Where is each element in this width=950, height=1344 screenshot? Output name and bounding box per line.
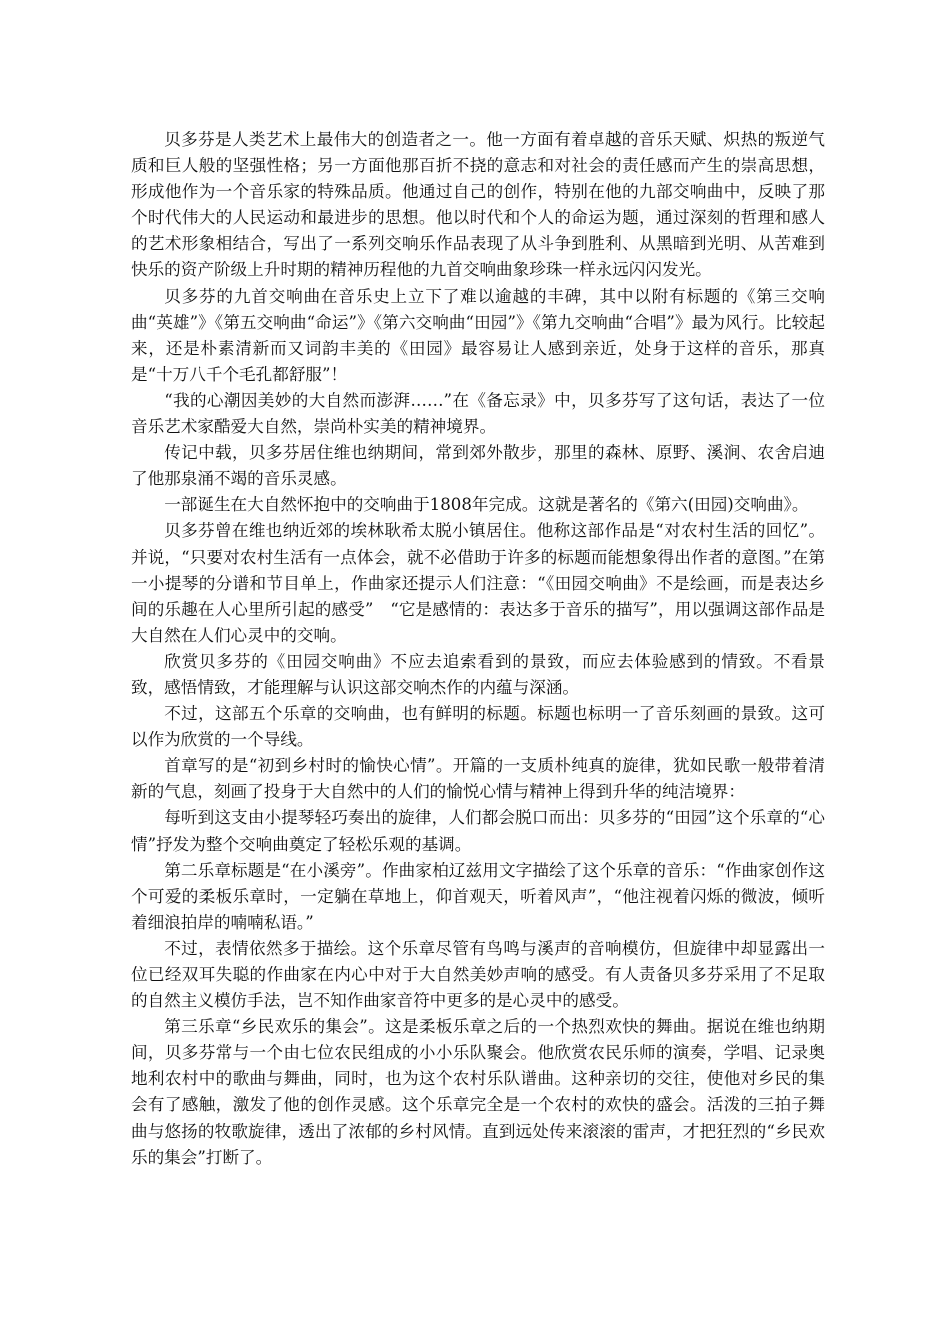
paragraph-1808: 一部诞生在大自然怀抱中的交响曲于1808年完成。这就是著名的《第六(田园)交响曲》。 bbox=[164, 495, 809, 515]
paragraph-village-life: 贝多芬曾在维也纳近郊的埃林耿希太脱小镇居住。他称这部作品是“对农村生活的回忆”。并说，“只要对农村生活有一点体会，就不必借助于许多的标题而能想象得出作者的意图。”在第一小提琴的分谱和节目单上，作曲家还提示人们注意：“《田园交响曲》不是绘画，而是表达乡间的乐趣在人心里所引起的感受” “它是感情的：表达多于音乐的描写”，用以强调这部作品是大自然在人们心灵中的交响。 bbox=[131, 521, 825, 645]
article-body bbox=[131, 127, 825, 1171]
paragraph-melody: 每听到这支由小提琴轻巧奏出的旋律，人们都会脱口而出：贝多芬的“田园”这个乐章的“心情”抒发为整个交响曲奠定了轻松乐观的基调。 bbox=[131, 808, 825, 854]
paragraph-third-movement: 第三乐章“乡民欢乐的集会”。这是柔板乐章之后的一个热烈欢快的舞曲。据说在维也纳期间，贝多芬常与一个由七位农民组成的小小乐队聚会。他欣赏农民乐师的演奏，学唱、记录奥地利农村中的歌曲与舞曲，同时，也为这个农村乐队谱曲。这种亲切的交往，使他对乡民的集会有了感触，激发了他的创作灵感。这个乐章完全是一个农村的欢快的盛会。活泼的三拍子舞曲与悠扬的牧歌旋律，透出了浓郁的乡村风情。直到远处传来滚滚的雷声，才把狂烈的“乡民欢乐的集会”打断了。 bbox=[131, 1017, 825, 1167]
paragraph-intro: 贝多芬是人类艺术上最伟大的创造者之一。他一方面有着卓越的音乐天赋、炽热的叛逆气质和巨人般的坚强性格；另一方面他那百折不挠的意志和对社会的责任感而产生的崇高思想，形成他作为一个音乐家的特殊品质。他通过自己的创作，特别在他的九部交响曲中，反映了那个时代伟大的人民运动和最进步的思想。他以时代和个人的命运为题，通过深刻的哲理和感人的艺术形象相结合，写出了一系列交响乐作品表现了从斗争到胜利、从黑暗到光明、从苦难到快乐的资产阶级上升时期的精神历程他的九首交响曲象珍珠一样永远闪闪发光。 bbox=[131, 130, 825, 280]
paragraph-expression: 不过，表情依然多于描绘。这个乐章尽管有鸟鸣与溪声的音响模仿，但旋律中却显露出一位已经双耳失聪的作曲家在内心中对于大自然美妙声响的感受。有人责备贝多芬采用了不足取的自然主义模仿手法，岂不知作曲家音符中更多的是心灵中的感受。 bbox=[131, 938, 825, 1011]
paragraph-second-movement: 第二乐章标题是“在小溪旁”。作曲家柏辽兹用文字描绘了这个乐章的音乐：“作曲家创作这个可爱的柔板乐章时，一定躺在草地上，仰首观天，听着风声”，“他注视着闪烁的微波，倾听着细浪拍岸的喃喃私语。” bbox=[131, 860, 825, 932]
paragraph-biography: 传记中载，贝多芬居住维也纳期间，常到郊外散步，那里的森林、原野、溪涧、农舍启迪了他那泉涌不竭的音乐灵感。 bbox=[131, 443, 825, 489]
paragraph-appreciation: 欣赏贝多芬的《田园交响曲》不应去追索看到的景致，而应去体验感到的情致。不看景致，感悟情致，才能理解与认识这部交响杰作的内蕴与深涵。 bbox=[131, 651, 825, 697]
paragraph-five-movements: 不过，这部五个乐章的交响曲，也有鲜明的标题。标题也标明一了音乐刻画的景致。这可以作为欣赏的一个导线。 bbox=[131, 704, 825, 750]
paragraph-memo-quote: “我的心潮因美妙的大自然而澎湃……”在《备忘录》中，贝多芬写了这句话，表达了一位音乐艺术家酷爱大自然，崇尚朴实美的精神境界。 bbox=[131, 390, 825, 437]
paragraph-first-movement: 首章写的是“初到乡村时的愉快心情”。开篇的一支质朴纯真的旋律，犹如民歌一般带着清新的气息，刻画了投身于大自然中的人们的愉悦心情与精神上得到升华的纯洁境界： bbox=[131, 756, 825, 802]
paragraph-nine-symphonies: 贝多芬的九首交响曲在音乐史上立下了难以逾越的丰碑，其中以附有标题的《第三交响曲“英雄”》《第五交响曲“命运”》《第六交响曲“田园”》《第九交响曲“合唱”》最为风行。比较起来，还是朴素清新而又词韵丰美的《田园》最容易让人感到亲近，处身于这样的音乐，那真是“十万八千个毛孔都舒服”！ bbox=[131, 286, 825, 384]
